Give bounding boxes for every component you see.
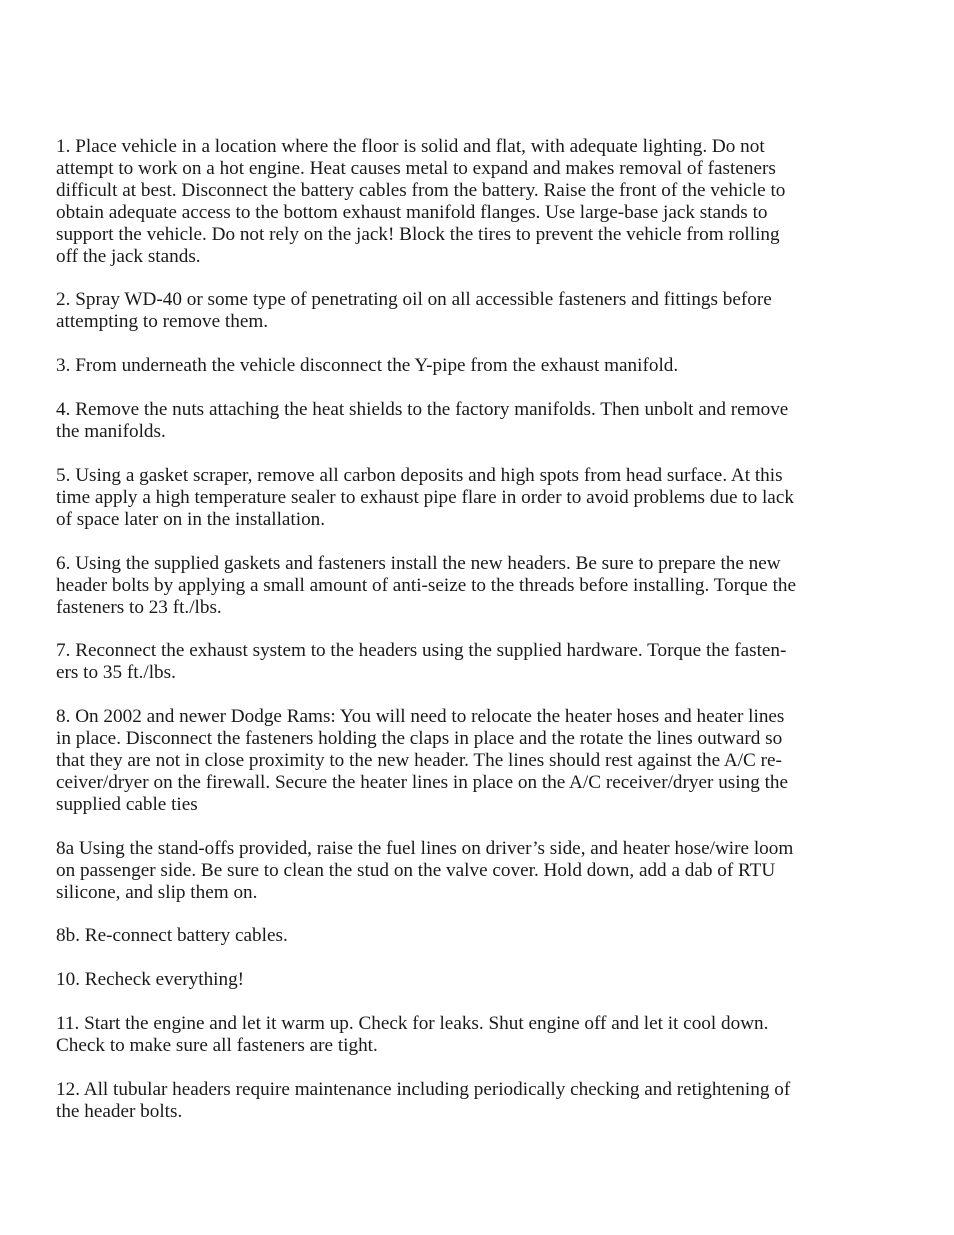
step-6: 6. Using the supplied gaskets and fasteners install the new headers. Be sure to prepare the new header bolts by applying a small amount of anti-seize to the threads before installing. Torque the fasteners to 23 ft./lbs. — [56, 552, 797, 618]
step-1: 1. Place vehicle in a location where the floor is solid and flat, with adequate lighting. Do not attempt to work on a hot engine. Heat causes metal to expand and makes removal of fasteners difficult at best. Disconnect the battery cables from the battery. Raise the front of the vehicle to obtain adequate access to the bottom exhaust manifold flanges. Use large-base jack stands to support the vehicle. Do not rely on the jack! Block the tires to prevent the vehicle from rolling off the jack stands. — [56, 136, 786, 267]
step-5: 5. Using a gasket scraper, remove all carbon deposits and high spots from head surface. At this time apply a high temperature sealer to exhaust pipe flare in order to avoid problems due to lack of space later on in the installation. — [56, 464, 794, 530]
step-7: 7. Reconnect the exhaust system to the headers using the supplied hardware. Torque the fasten- ers to 35 ft./lbs. — [56, 640, 787, 684]
step-2: 2. Spray WD-40 or some type of penetrating oil on all accessible fasteners and fittings before attempting to remove them. — [56, 289, 772, 333]
step-11: 11. Start the engine and let it warm up. Check for leaks. Shut engine off and let it cool down. Check to make sure all fasteners are tight. — [56, 1013, 769, 1057]
step-4: 4. Remove the nuts attaching the heat shields to the factory manifolds. Then unbolt and remove the manifolds. — [56, 399, 789, 443]
instructions-page — [56, 136, 904, 1123]
step-10: 10. Recheck everything! — [56, 969, 245, 991]
step-8: 8. On 2002 and newer Dodge Rams: You will need to relocate the heater hoses and heater lines in place. Disconnect the fasteners holding the claps in place and the rotate the lines outward so that they are not in close proximity to the new header. The lines should rest against the A/C re- ceiver/dryer on the firewall. Secure the heater lines in place on the A/C receiver/dryer using the supplied cable ties — [56, 706, 789, 815]
step-12: 12. All tubular headers require maintenance including periodically checking and retightening of the header bolts. — [56, 1079, 791, 1122]
step-3: 3. From underneath the vehicle disconnect the Y-pipe from the exhaust manifold. — [56, 355, 679, 377]
step-8a: 8a Using the stand-offs provided, raise the fuel lines on driver’s side, and heater hose/wire loom on passenger side. Be sure to clean the stud on the valve cover. Hold down, add a dab of RTU silicone, and slip them on. — [56, 837, 794, 903]
step-8b: 8b. Re-connect battery cables. — [56, 925, 288, 947]
